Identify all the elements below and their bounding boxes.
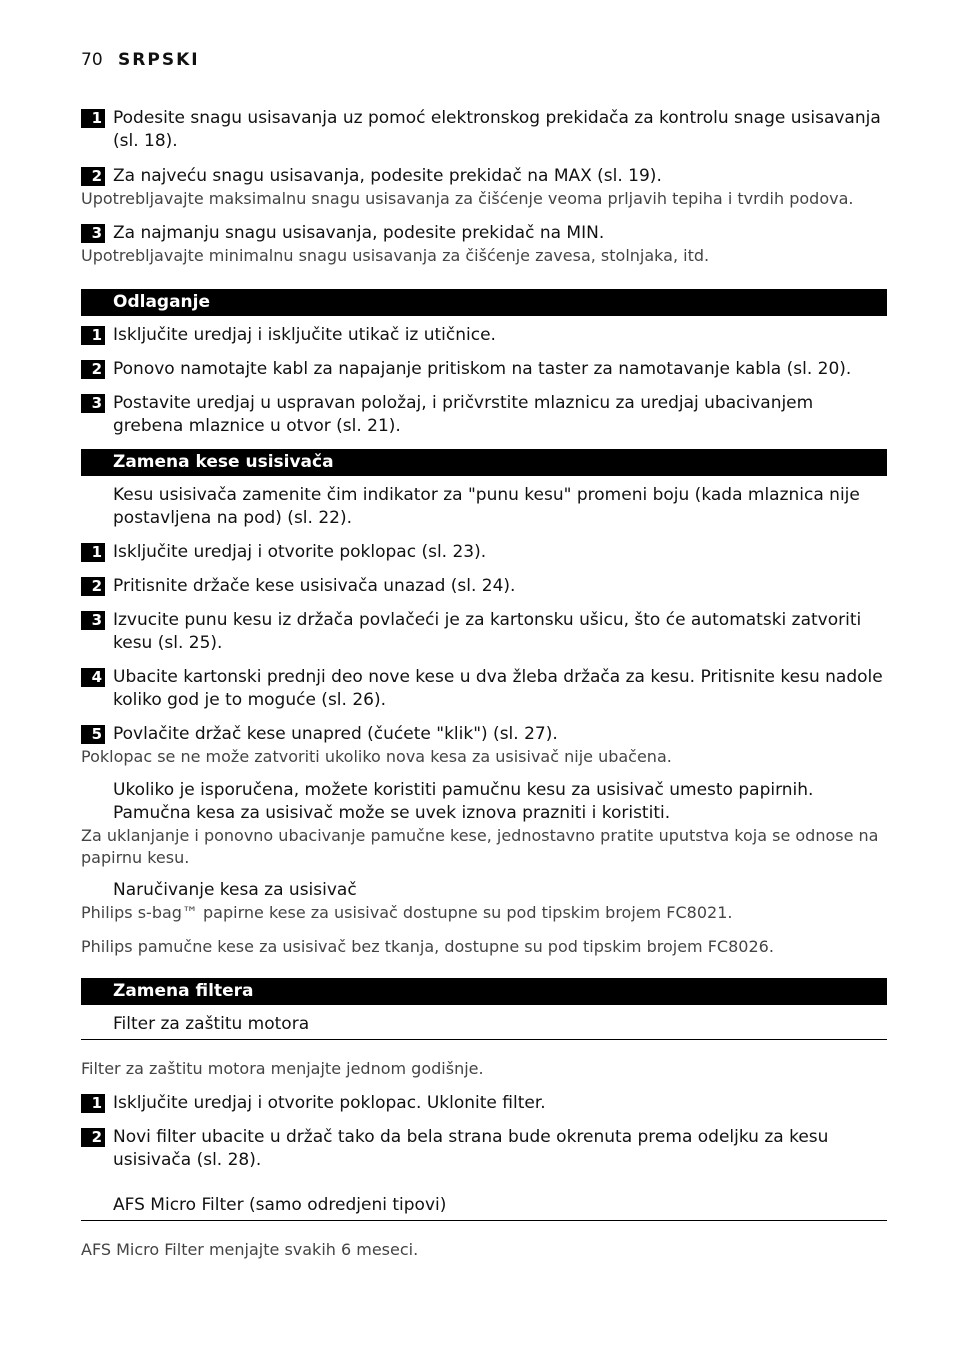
order-note-paper: Philips s-bag™ papirne kese za usisivač dostupne su pod tipskim brojem FC8021. <box>81 903 733 922</box>
step-text: Podesite snagu usisavanja uz pomoć elektronskog prekidača za kontrolu snage usisavanja (sl. 18). <box>113 108 881 151</box>
storage-step-3 <box>81 392 887 438</box>
page-content <box>81 107 887 1261</box>
step-number-badge: 5 <box>81 725 105 744</box>
filter-step-1 <box>81 1092 887 1115</box>
step-number-badge: 3 <box>81 611 105 630</box>
step-text: Ponovo namotajte kabl za napajanje pritiskom na taster za namotavanje kabla (sl. 20). <box>113 359 852 379</box>
bag-step-4 <box>81 666 887 712</box>
afs-filter-subheading: AFS Micro Filter (samo odredjeni tipovi) <box>81 1194 887 1221</box>
step-text: Isključite uredjaj i otvorite poklopac (sl. 23). <box>113 542 487 562</box>
intro-step-3 <box>81 222 887 245</box>
step-number-badge: 1 <box>81 543 105 562</box>
bag-intro: Kesu usisivača zamenite čim indikator za "punu kesu" promeni boju (kada mlaznica nije postavljena na pod) (sl. 22). <box>113 485 860 528</box>
step-text: Za najmanju snagu usisavanja, podesite prekidač na MIN. <box>113 223 605 243</box>
motor-filter-note: Filter za zaštitu motora menjajte jednom godišnje. <box>81 1059 484 1078</box>
step-number-badge: 2 <box>81 1128 105 1147</box>
page-number: 70 <box>81 50 103 70</box>
step-text: Isključite uredjaj i otvorite poklopac. Uklonite filter. <box>113 1093 546 1113</box>
intro-step-2-note: Upotrebljavajte maksimalnu snagu usisavanja za čišćenje veoma prljavih tepiha i tvrdih podova. <box>81 189 854 208</box>
bag-step-1 <box>81 541 887 564</box>
step-text: Pritisnite držače kese usisivača unazad (sl. 24). <box>113 576 516 596</box>
bag-step-5 <box>81 723 887 746</box>
step-text: Novi filter ubacite u držač tako da bela strana bude okrenuta prema odeljku za kesu usisivača (sl. 28). <box>113 1127 829 1170</box>
cotton-bag-note: Za uklanjanje i ponovno ubacivanje pamučne kese, jednostavno pratite uputstva koja se odnose na papirnu kesu. <box>81 826 879 867</box>
step-text: Postavite uredjaj u uspravan položaj, i pričvrstite mlaznicu za uredjaj ubacivanjem grebena mlaznice u otvor (sl. 21). <box>113 393 814 436</box>
step-number-badge: 1 <box>81 326 105 345</box>
step-number-badge: 2 <box>81 577 105 596</box>
intro-step-2 <box>81 165 887 188</box>
order-bags-title: Naručivanje kesa za usisivač <box>113 880 357 900</box>
motor-filter-subheading: Filter za zaštitu motora <box>81 1013 887 1040</box>
step-text: Isključite uredjaj i isključite utikač iz utičnice. <box>113 325 496 345</box>
step-number-badge: 1 <box>81 109 105 128</box>
language-label: SRPSKI <box>118 50 200 70</box>
storage-step-2 <box>81 358 887 381</box>
step-number-badge: 1 <box>81 1094 105 1113</box>
step-number-badge: 2 <box>81 360 105 379</box>
step-number-badge: 3 <box>81 224 105 243</box>
step-text: Povlačite držač kese unapred (čućete "klik") (sl. 27). <box>113 724 558 744</box>
order-note-cotton: Philips pamučne kese za usisivač bez tkanja, dostupne su pod tipskim brojem FC8026. <box>81 937 774 956</box>
intro-step-3-note: Upotrebljavajte minimalnu snagu usisavanja za čišćenje zavesa, stolnjaka, itd. <box>81 246 710 265</box>
filter-step-2 <box>81 1126 887 1172</box>
step-text: Ubacite kartonski prednji deo nove kese u dva žleba držača za kesu. Pritisnite kesu nadole koliko god je to moguće (sl. 26). <box>113 667 883 710</box>
bag-step-2 <box>81 575 887 598</box>
storage-step-1 <box>81 324 887 347</box>
page-header <box>81 50 200 70</box>
step-text: Izvucite punu kesu iz držača povlačeći je za kartonsku ušicu, što će automatski zatvoriti kesu (sl. 25). <box>113 610 862 653</box>
bag-step-3 <box>81 609 887 655</box>
step-text: Za najveću snagu usisavanja, podesite prekidač na MAX (sl. 19). <box>113 166 662 186</box>
step-number-badge: 3 <box>81 394 105 413</box>
afs-filter-note: AFS Micro Filter menjajte svakih 6 meseci. <box>81 1240 419 1259</box>
cotton-bag-paragraph: Ukoliko je isporučena, možete koristiti pamučnu kesu za usisivač umesto papirnih. Pamučna kesa za usisivač može se uvek iznova prazniti i koristiti. <box>113 780 814 823</box>
section-title-filter: Zamena filtera <box>81 978 887 1005</box>
intro-step-1 <box>81 107 887 153</box>
section-title-storage: Odlaganje <box>81 289 887 316</box>
section-title-bag: Zamena kese usisivača <box>81 449 887 476</box>
bag-step-5-note: Poklopac se ne može zatvoriti ukoliko nova kesa za usisivač nije ubačena. <box>81 747 672 766</box>
step-number-badge: 2 <box>81 167 105 186</box>
step-number-badge: 4 <box>81 668 105 687</box>
